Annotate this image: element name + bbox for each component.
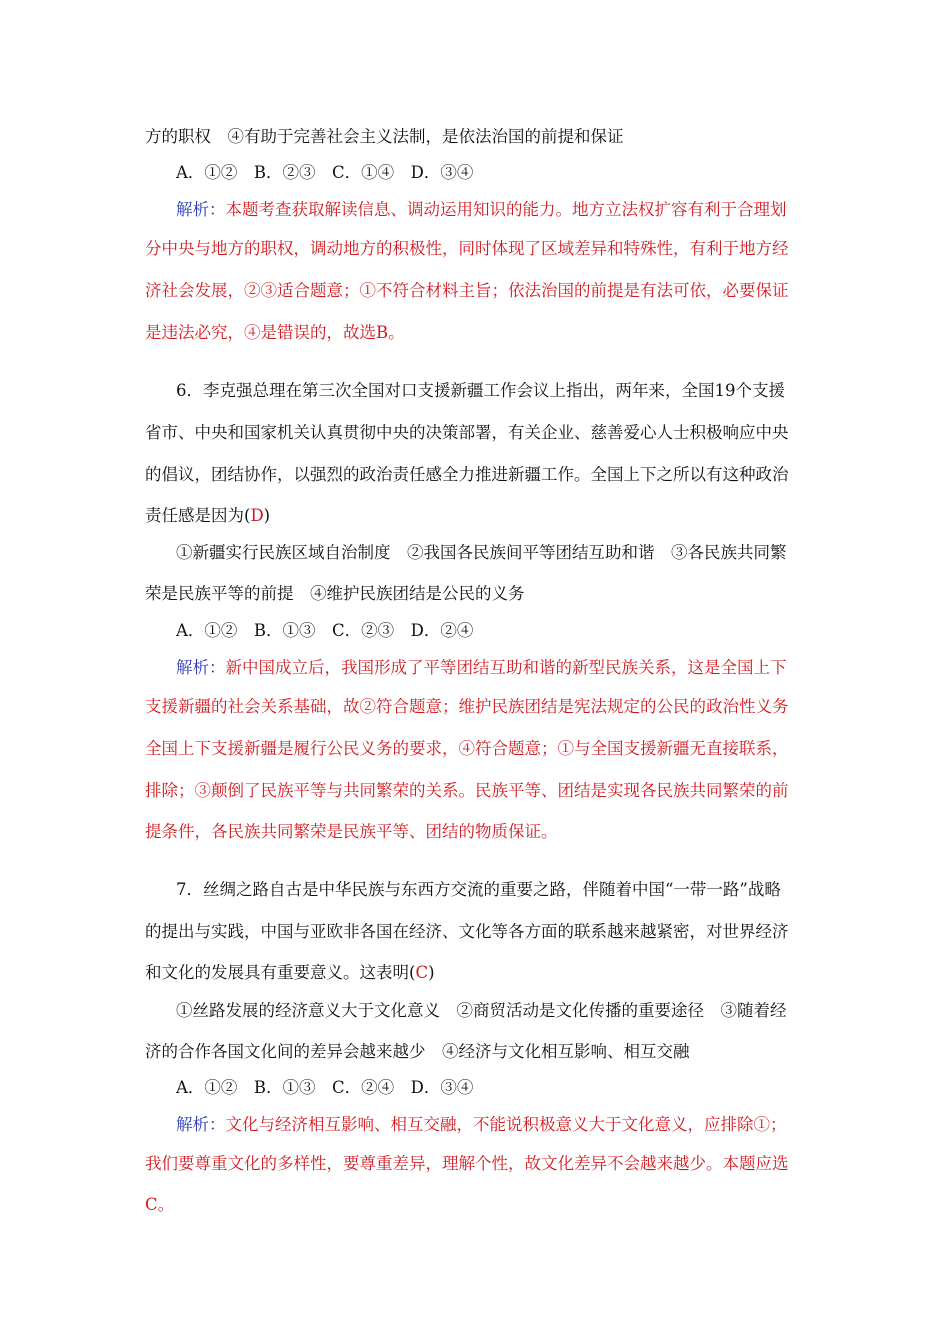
q7-analysis-line: 我们要尊重文化的多样性，要尊重差异，理解个性，故文化差异不会越来越少。本题应选	[145, 1154, 789, 1173]
q7-analysis-line: C。	[145, 1195, 175, 1214]
q6-stem-line: 6．李克强总理在第三次全国对口支援新疆工作会议上指出，两年来，全国19个支援	[176, 381, 785, 400]
q5-options: A．①② B．②③ C．①④ D．③④	[176, 163, 474, 182]
q6-analysis-line: 排除；③颠倒了民族平等与共同繁荣的关系。民族平等、团结是实现各民族共同繁荣的前	[145, 781, 789, 800]
analysis-text: 新中国成立后，我国形成了平等团结互助和谐的新型民族关系，这是全国上下	[225, 658, 787, 677]
q7-options: A．①② B．①③ C．②④ D．③④	[176, 1078, 474, 1097]
q6-analysis-line: 支援新疆的社会关系基础，故②符合题意；维护民族团结是宪法规定的公民的政治性义务	[145, 697, 789, 716]
q6-items-line: ①新疆实行民族区域自治制度 ②我国各民族间平等团结互助和谐 ③各民族共同繁	[176, 543, 787, 562]
q6-stem-line: 的倡议，团结协作，以强烈的政治责任感全力推进新疆工作。全国上下之所以有这种政治	[145, 465, 789, 484]
q6-items-line: 荣是民族平等的前提 ④维护民族团结是公民的义务	[145, 584, 525, 603]
q6-paren-close: )	[263, 506, 271, 525]
q7-stem-line: 的提出与实践，中国与亚欧非各国在经济、文化等各方面的联系越来越紧密，对世界经济	[145, 922, 789, 941]
q6-answer: D	[250, 506, 264, 525]
q6-stem-last: 责任感是因为(	[145, 506, 251, 525]
q7-paren-close: )	[428, 963, 435, 982]
q7-items-line: 济的合作各国文化间的差异会越来越少 ④经济与文化相互影响、相互交融	[145, 1042, 690, 1061]
q6-options: A．①② B．①③ C．②③ D．②④	[176, 621, 474, 640]
q7-stem-line: 7．丝绸之路自古是中华民族与东西方交流的重要之路，伴随着中国“一带一路”战略	[176, 880, 781, 899]
q6-stem-line: 省市、中央和国家机关认真贯彻中央的决策部署，有关企业、慈善爱心人士积极响应中央	[145, 423, 789, 442]
q5-analysis-line: 济社会发展，②③适合题意；①不符合材料主旨；依法治国的前提是有法可依，必要保证	[145, 281, 789, 300]
analysis-text: 文化与经济相互影响、相互交融，不能说积极意义大于文化意义，应排除①；	[225, 1115, 787, 1134]
q5-analysis-line: 是违法必究，④是错误的，故选B。	[145, 323, 405, 342]
q6-stem-line	[145, 505, 810, 527]
q7-stem-line	[145, 962, 810, 984]
analysis-label: 解析：	[176, 1115, 226, 1134]
q7-stem-last: 和文化的发展具有重要意义。这表明(	[145, 963, 416, 982]
q5-stem-continuation: 方的职权 ④有助于完善社会主义法制，是依法治国的前提和保证	[145, 127, 624, 146]
q7-analysis-line	[176, 1114, 810, 1136]
analysis-label: 解析：	[176, 658, 226, 677]
q7-items-line: ①丝路发展的经济意义大于文化意义 ②商贸活动是文化传播的重要途径 ③随着经	[176, 1001, 787, 1020]
q5-analysis-line	[176, 199, 810, 221]
analysis-label: 解析：	[176, 200, 226, 219]
analysis-text: 本题考查获取解读信息、调动运用知识的能力。地方立法权扩容有利于合理划	[225, 200, 787, 219]
q6-analysis-line: 全国上下支援新疆是履行公民义务的要求，④符合题意；①与全国支援新疆无直接联系，	[145, 739, 789, 758]
q6-analysis-line: 提条件，各民族共同繁荣是民族平等、团结的物质保证。	[145, 822, 558, 841]
q5-analysis-line: 分中央与地方的职权，调动地方的积极性，同时体现了区域差异和特殊性，有利于地方经	[145, 239, 789, 258]
q6-analysis-line	[176, 657, 810, 679]
q7-answer: C	[415, 963, 429, 982]
